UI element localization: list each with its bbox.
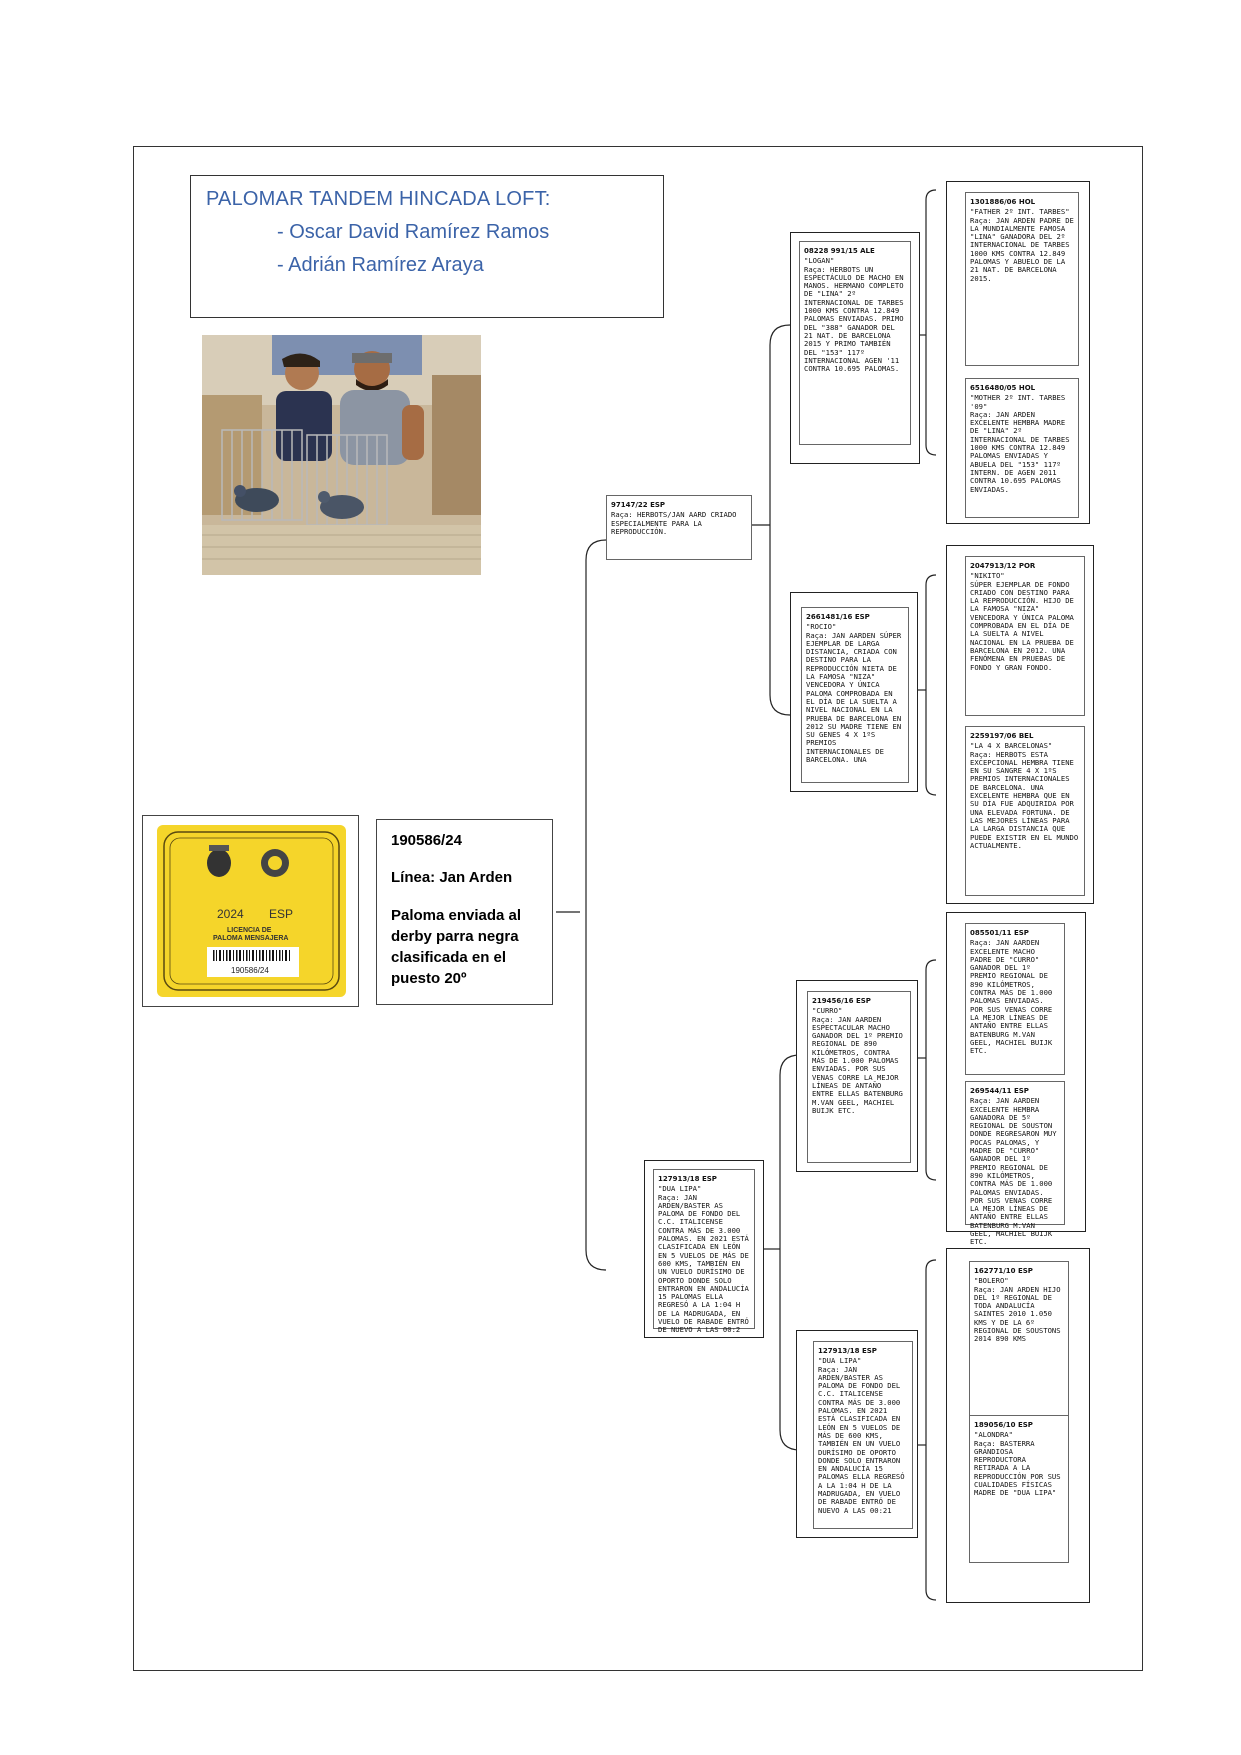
- owner-name: - Adrián Ramírez Araya: [277, 254, 484, 276]
- license-year: 2024: [217, 907, 244, 921]
- pedigree-ring: 2047913/12 POR: [970, 562, 1036, 570]
- pedigree-ring: 127913/18 ESP: [658, 1175, 717, 1183]
- pedigree-description: Raça: JAN ARDEN PADRE DE LA MUNDIALMENTE FAMOSA "LINA" GANADORA DEL 2º INTERNACIONAL DE TARBES 1000 KMS CONTRA 12.849 PALOMAS Y ABUELO DE LA 21 NAT. DE BARCELONA 2015.: [970, 215, 1074, 283]
- pedigree-ring: 1301886/06 HOL: [970, 198, 1036, 206]
- pedigree-ring: 127913/18 ESP: [818, 1347, 877, 1355]
- main-bird-description: Paloma enviada al derby parra negra clasificada en el puesto 20º: [391, 907, 522, 987]
- pedigree-box-sire-grandparents: [946, 181, 1090, 524]
- pedigree-card-dsd: [965, 1081, 1065, 1247]
- pedigree-box-sd: [790, 592, 918, 792]
- pedigree-description: Raça: JAN ARDEN EXCELENTE HEMBRA MADRE DE "LINA" 2º INTERNACIONAL DE TARBES 1000 KMS CONTRA 12.849 PALOMAS ENVIADAS Y ABUELA DEL "153" 117º INTERN. DE AGEN 2011 CONTRA 10.695 PALOMAS ENVIADAS.: [970, 409, 1070, 494]
- pedigree-ring: 2661481/16 ESP: [806, 613, 870, 621]
- pedigree-name: "MOTHER 2º INT. TARBES '09": [970, 393, 1066, 411]
- pedigree-description: Raça: JAN AARDEN ESPECTACULAR MACHO GANADOR DEL 1º PREMIO REGIONAL DE 890 KILÓMETROS, CONTRA MÁS DE 1.000 PALOMAS ENVIADAS. POR SUS VENAS CORRE LA MEJOR LÍNEAS DE ANTAÑO ENTRE ELLAS BATENBURG M.VAN GEEL, MACHIEL BUIJK ETC.: [812, 1014, 903, 1115]
- pedigree-box-dam: [644, 1160, 764, 1338]
- pedigree-name: "DUA LIPA": [658, 1184, 702, 1194]
- pedigree-name: "LA 4 X BARCELONAS": [970, 741, 1053, 751]
- pedigree-card-ss: [799, 241, 911, 445]
- pedigree-box-dd-grandparents: [946, 1248, 1090, 1603]
- pedigree-card-sss: [965, 192, 1079, 366]
- pedigree-description: Raça: JAN AARDEN SÚPER EJEMPLAR DE LARGA DISTANCIA, CRIADA CON DESTINO PARA LA REPRODUCCIÓN NIETA DE LA FAMOSA "NIZA" VENCEDORA Y ÚNICA PALOMA COMPROBADA EN EL DÍA DE LA SUELTA A NIVEL NACIONAL EN LA PRUEBA DE BARCELONA EN 2012 SU MADRE TIENE EN SU GENES 4 X 1ºS PREMIOS INTERNACIONALES DE BARCELONA. UNA: [806, 630, 902, 765]
- pedigree-name: "FATHER 2º INT. TARBES": [970, 207, 1070, 217]
- pedigree-description: Raça: JAN ARDEN HIJO DEL 1º REGIONAL DE TODA ANDALUCÍA SAINTES 2010 1.050 KMS Y DE LA 6º REGIONAL DE SOUSTONS 2014 890 KMS: [974, 1284, 1061, 1344]
- pedigree-card-dss: [965, 923, 1065, 1075]
- loft-title: PALOMAR TANDEM HINCADA LOFT:: [206, 188, 551, 210]
- pedigree-card-ssd: [965, 378, 1079, 518]
- license-label: LICENCIA DE: [227, 927, 272, 934]
- pedigree-name: "ALONDRA": [974, 1430, 1013, 1440]
- pedigree-box-ds-grandparents: [946, 912, 1086, 1247]
- pedigree-ring: 085501/11 ESP: [970, 929, 1029, 937]
- pedigree-description: SÚPER EJEMPLAR DE FONDO CRIADO CON DESTINO PARA LA REPRODUCCIÓN. HIJO DE LA FAMOSA "NIZA" VENCEDORA Y ÚNICA PALOMA COMPROBADA EN EL DÍA DE LA SUELTA A NIVEL NACIONAL EN LA PRUEBA DE BARCELONA EN 2012. UNA FENÓMENA EN PRUEBAS DE FONDO Y GRAN FONDO.: [970, 579, 1074, 672]
- main-bird-ring: 190586/24: [391, 832, 462, 849]
- license-label: PALOMA MENSAJERA: [213, 935, 289, 942]
- pedigree-ring: 97147/22 ESP: [611, 501, 666, 509]
- license-country: ESP: [269, 907, 294, 921]
- pedigree-name: "CURRO": [812, 1006, 843, 1016]
- pedigree-description: Raça: HERBOTS ESTA EXCEPCIONAL HEMBRA TIENE EN SU SANGRE 4 X 1ºS PREMIOS INTERNACIONALES DE BARCELONA. UNA EXCELENTE HEMBRA QUE EN SU DÍA FUE ADQUIRIDA POR UNA ELEVADA FORTUNA. DE LAS MEJORES LÍNEAS PARA LA LARGA DISTANCIA QUE PUEDE EXISTIR EN EL MUNDO ACTUALMENTE.: [970, 749, 1079, 850]
- pedigree-card-dd: [813, 1341, 913, 1529]
- pedigree-description: Raça: HERBOTS/JAN AARD CRIADO ESPECIALMENTE PARA LA REPRODUCCIÓN.: [611, 510, 737, 536]
- main-bird-line: Línea: Jan Arden: [391, 869, 513, 886]
- pedigree-name: "DUA LIPA": [818, 1356, 862, 1366]
- pedigree-description: Raça: HERBOTS UN ESPECTÁCULO DE MACHO EN MANOS. HERMANO COMPLETO DE "LINA" 2º INTERNACIONAL DE TARBES 1000 KMS CONTRA 12.849 PALOMAS ENVIADAS. PRIMO DEL "388" GANADOR DEL 21 NAT. DE BARCELONA 2015 Y PRIMO TAMBIÉN DEL "153" 117º INTERNACIONAL AGEN '11 CONTRA 10.695 PALOMAS.: [804, 264, 904, 374]
- pedigree-description: Raça: JAN AARDEN EXCELENTE MACHO PADRE DE "CURRO" GANADOR DEL 1º PREMIO REGIONAL DE 890 KILÓMETROS, CONTRA MÁS DE 1.000 PALOMAS ENVIADAS. POR SUS VENAS CORRE LA MEJOR LÍNEAS DE ANTAÑO ENTRE ELLAS BATENBURG M.VAN GEEL, MACHIEL BUIJK ETC.: [970, 938, 1053, 1056]
- pedigree-ring: 2259197/06 BEL: [970, 732, 1034, 740]
- pedigree-ring: 08228 991/15 ALE: [804, 247, 875, 255]
- pedigree-card-ddd: [969, 1415, 1069, 1563]
- pedigree-name: "LOGAN": [804, 256, 835, 266]
- pedigree-description: Raça: BASTERRA GRANDIOSA REPRODUCTORA RETIRADA A LA REPRODUCCIÓN POR SUS CUALIDADES FÍSICAS MADRE DE "DUA LIPA": [974, 1438, 1061, 1498]
- pedigree-ring: 162771/10 ESP: [974, 1267, 1033, 1275]
- pedigree-card-dam: [653, 1169, 755, 1335]
- pedigree-card-dds: [969, 1261, 1069, 1417]
- pedigree-name: "NIKITO": [970, 571, 1005, 581]
- pedigree-description: Raça: JAN ARDEN/BASTER AS PALOMA DE FONDO DEL C.C. ITALICENSE CONTRA MÁS DE 3.000 PALOMAS. EN 2021 ESTÁ CLASIFICADA EN LEÓN EN 5 VUELOS DE MÁS DE 600 KMS, TAMBIÉN EN UN VUELO DURÍSIMO DE OPORTO DONDE SOLO ENTRARON EN ANDALUCÍA 15 PALOMAS ELLA REGRESÓ A LA 1:04 H DE LA MADRUGADA, EN VUELO DE RABADE ENTRÓ DE NUEVO A LAS 00:21: [818, 1364, 905, 1515]
- owner-name: - Oscar David Ramírez Ramos: [277, 221, 550, 243]
- pedigree-box-ss: [790, 232, 920, 464]
- pedigree-card-sdd: [965, 726, 1085, 896]
- pedigree-card-ds: [807, 991, 911, 1163]
- license-number: 190586/24: [231, 966, 269, 975]
- pedigree-box-dd: [796, 1330, 918, 1538]
- pedigree-description: Raça: JAN AARDEN EXCELENTE HEMBRA GANADORA DE 5º REGIONAL DE SOUSTON DONDE REGRESARON MUY POCAS PALOMAS, Y MADRE DE "CURRO" GANADOR DEL 1º PREMIO REGIONAL DE 890 KILÓMETROS, CONTRA MÁS DE 1.000 PALOMAS ENVIADAS. POR SUS VENAS CORRE LA MEJOR LÍNEAS DE ANTAÑO ENTRE ELLAS BATENBURG M.VAN GEEL, MACHIEL BUIJK ETC.: [970, 1096, 1057, 1247]
- pedigree-ring: 269544/11 ESP: [970, 1087, 1029, 1095]
- pedigree-card-sire: [606, 495, 752, 560]
- pedigree-name: "BOLERO": [974, 1276, 1009, 1286]
- pedigree-box-dam-of-sire-grandparents: [946, 545, 1094, 904]
- pedigree-ring: 6516480/05 HOL: [970, 384, 1036, 392]
- pedigree-name: "ROCIO": [806, 622, 837, 632]
- pedigree-card-sds: [965, 556, 1085, 716]
- pedigree-card-sd: [801, 607, 909, 783]
- pedigree-ring: 189056/10 ESP: [974, 1421, 1033, 1429]
- pedigree-ring: 219456/16 ESP: [812, 997, 871, 1005]
- pedigree-box-ds: [796, 980, 918, 1172]
- pedigree-description: Raça: JAN ARDEN/BASTER AS PALOMA DE FONDO DEL C.C. ITALICENSE CONTRA MÁS DE 3.000 PALOMAS. EN 2021 ESTÁ CLASIFICADA EN LEÓN EN 5 VUELOS DE MÁS DE 600 KMS, TAMBIÉN EN UN VUELO DURÍSIMO DE OPORTO DONDE SOLO ENTRARON EN ANDALUCÍA 15 PALOMAS ELLA REGRESÓ A LA 1:04 H DE LA MADRUGADA, EN VUELO DE RABADE ENTRÓ DE NUEVO A LAS 00:2: [658, 1192, 749, 1335]
